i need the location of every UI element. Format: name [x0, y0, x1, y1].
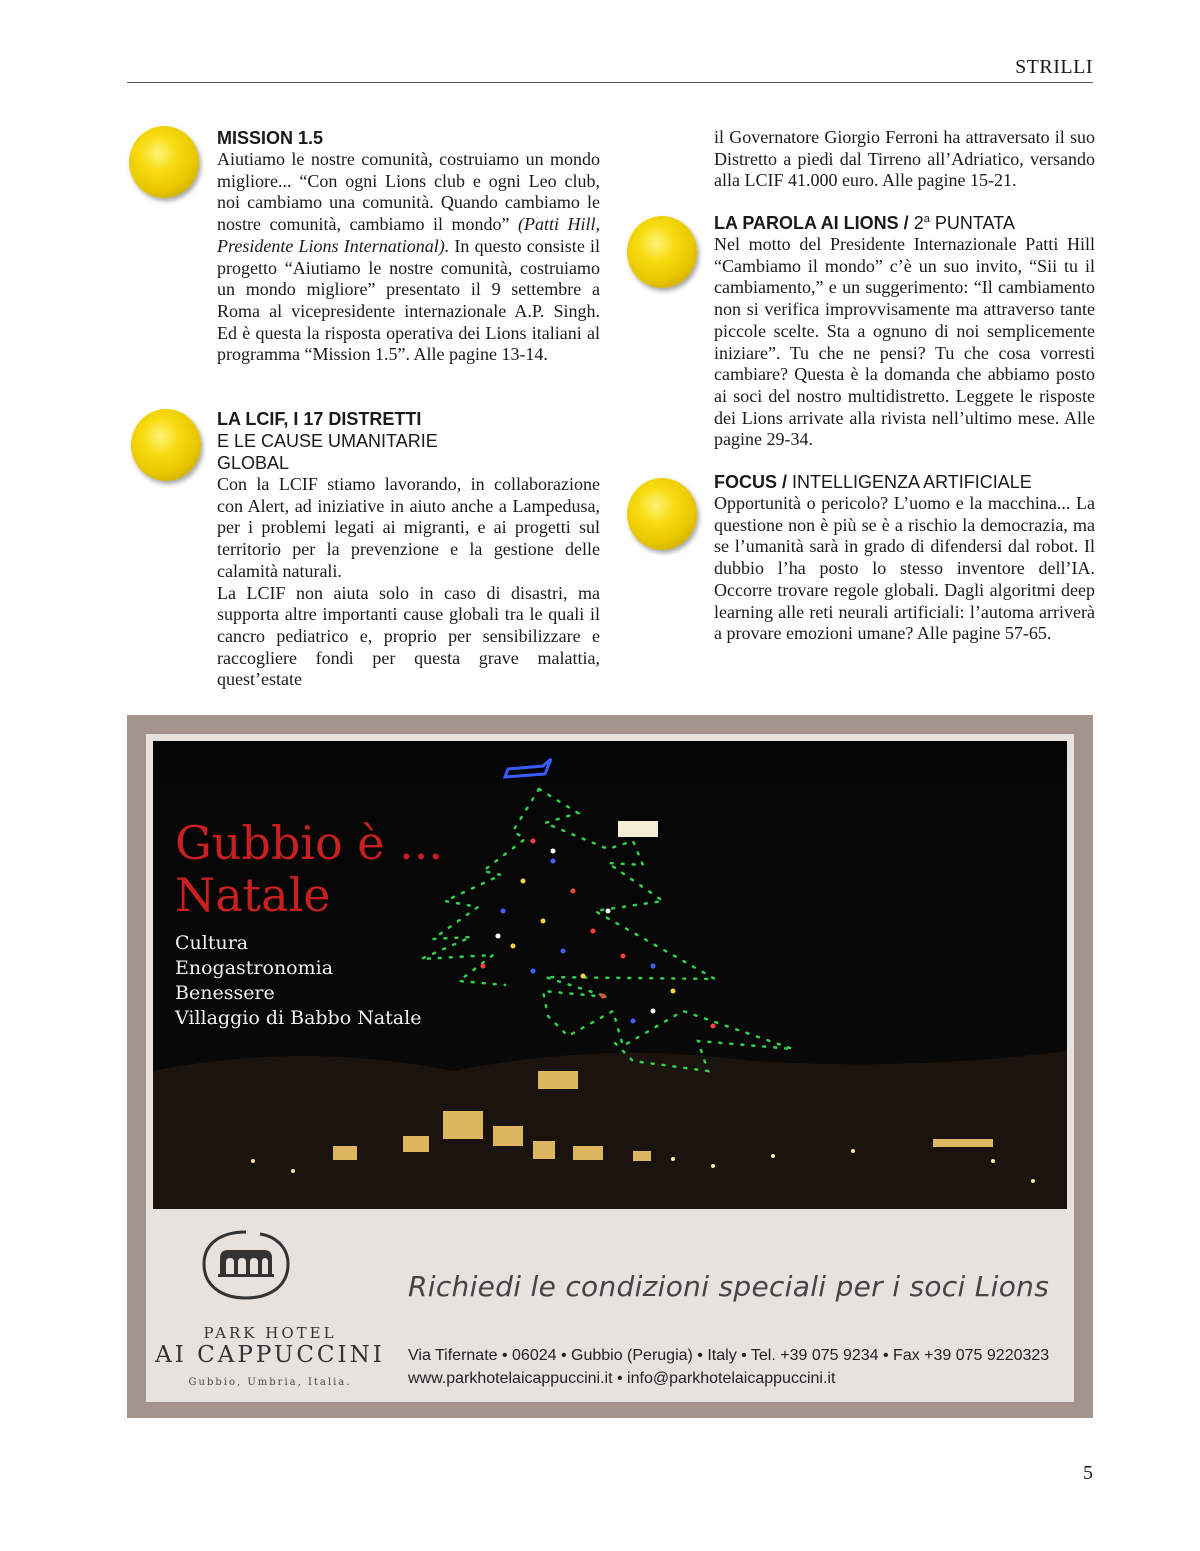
yellow-bullet-icon [129, 126, 199, 198]
article-title: LA PAROLA AI LIONS / 2$^a$ PUNTATA [714, 213, 1015, 233]
article-parola: LA PAROLA AI LIONS / 2$^a$ PUNTATA Nel motto del Presidente Internazionale Patti Hill “Cambiamo il mondo” c’è un suo invito, “Sii tu il cambiamento,” e un suggerimento: “Il cambiamento non si verifica improvvisamente ma attraverso tante piccole scelte. Sta a ognuno di noi semplicemente iniziare”. Tu che ne pensi? Tu che cosa vorresti cambiare? Questa è la domanda che abbiamo posto ai soci del nostro multidistretto. Leggete le risposte dei Lions arrivate alla rivista nell’ultimo mese. Alle pagine 29-34. [714, 213, 1095, 450]
contact-info [408, 1344, 1049, 1390]
hotel-location: Gubbio, Umbria, Italia. [188, 1377, 352, 1388]
yellow-bullet-icon [627, 478, 697, 550]
feature-item: Enogastronomia [175, 957, 334, 979]
hotel-advertisement [127, 715, 1093, 1418]
section-label: STRILLI [1015, 56, 1093, 78]
yellow-bullet-icon [131, 409, 201, 481]
address-line: Via Tifernate • 06024 • Gubbio (Perugia) • Italy • Tel. +39 075 9234 • Fax +39 075 9220323 [408, 1347, 1050, 1364]
article-title: MISSION 1.5 [217, 128, 324, 148]
christmas-tree-photo [153, 741, 1067, 1209]
page-number: 5 [1083, 1462, 1093, 1484]
article-focus: FOCUS / INTELLIGENZA ARTIFICIALE Opportunità o pericolo? L’uomo e la macchina... La questione non è più se è a rischio la democrazia, ma se l’umanità sarà in grado di difendersi dal robot. Il dubbio l’ha posto lo stesso inventore dell’IA. Occorre trovare regole globali. Dagli algoritmi deep learning alle reti neurali artificiali: l’automa arriverà a provare emozioni umane? Alle pagine 57-65. [714, 472, 1095, 644]
hotel-logo-icon [200, 1228, 292, 1302]
feature-item: Benessere [175, 982, 275, 1004]
article-mission: MISSION 1.5 Aiutiamo le nostre comunità, costruiamo un mondo migliore... “Con ogni Lions club e ogni Leo club, noi cambiamo una comunità. Quando cambiamo le nostre comunità, cambiamo il mondo” (Patti Hill, Presidente Lions International). In questo consiste il progetto “Aiutiamo le nostre comunità, costruiamo un mondo migliore” presentato il 9 settembre a Roma al vicepresidente internazionale A.P. Singh. Ed è questa la risposta operativa dei Lions italiani al programma “Mission 1.5”. Alle pagine 13-14. [217, 128, 601, 365]
yellow-bullet-icon [627, 216, 697, 288]
article-lcif: LA LCIF, I 17 DISTRETTI E LE CAUSE UMANITARIE GLOBAL Con la LCIF stiamo lavorando, in collaborazione con Alert, ad iniziative in aiuto anche a Lampedusa, per i problemi legati ai migranti, e ai progetti sul territorio per la prevenzione e la gestione delle calamità naturali. La LCIF non aiuta solo in caso di disastri, ma supporta altre importanti cause globali tra le quali il cancro pediatrico e, proprio per sensibilizzare e raccogliere fondi per questa grave malattia, quest’estate [217, 409, 600, 690]
header-rule [127, 82, 1093, 83]
article-continuation: il Governatore Giorgio Ferroni ha attraversato il suo Distretto a piedi dal Tirreno all’Adriatico, versando alla LCIF 41.000 euro. Alle pagine 15-21. [714, 127, 1095, 191]
ad-title: Gubbio è ... Natale [175, 816, 444, 922]
article-title: LA LCIF, I 17 DISTRETTI [217, 409, 422, 429]
hotel-name-line1: PARK HOTEL [203, 1324, 337, 1342]
ad-frame [146, 734, 1074, 1402]
ad-tagline: Richiedi le condizioni speciali per i soci Lions [408, 1270, 1050, 1303]
hotel-name-line2: AI CAPPUCCINI [155, 1342, 385, 1368]
web-line: www.parkhotelaicappuccini.it • info@parkhotelaicappuccini.it [408, 1370, 836, 1387]
feature-item: Cultura [175, 932, 249, 954]
ad-feature-list [175, 931, 421, 1031]
article-title: FOCUS / INTELLIGENZA ARTIFICIALE [714, 472, 1032, 492]
feature-item: Villaggio di Babbo Natale [175, 1007, 422, 1029]
